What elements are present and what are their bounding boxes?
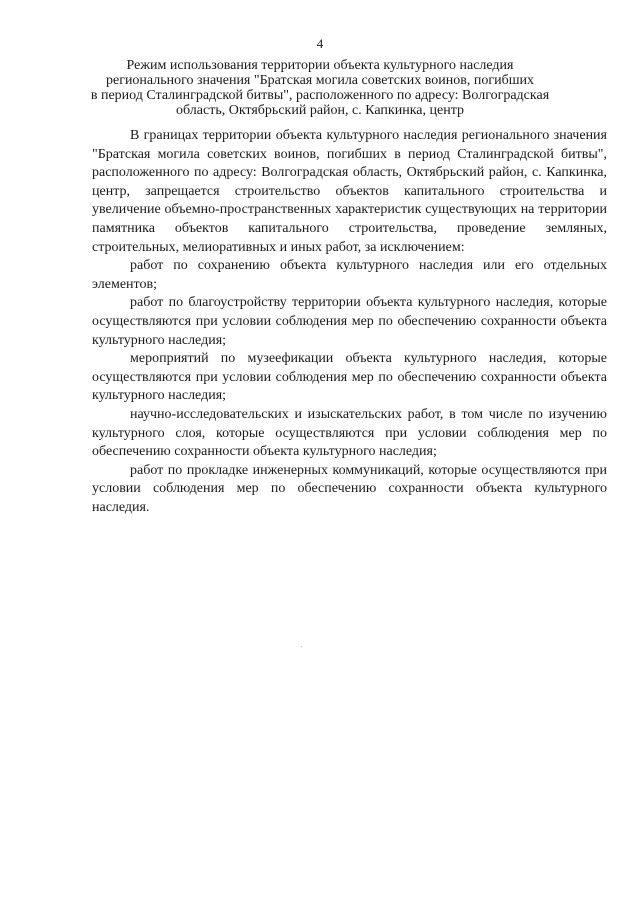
heading-line: Режим использования территории объекта культурного наследия [126, 58, 514, 73]
document-body [92, 127, 607, 517]
heading-line: в период Сталинградской битвы", расположенного по адресу: Волгоградская [90, 88, 550, 103]
paragraph-exception-research: научно-исследовательских и изыскательских работ, в том числе по изучению культурного слоя, которые осуществляются при условии соблюдения мер по обеспечению сохранности объекта культурного наследия; [92, 406, 607, 460]
paragraph-main-restriction: В границах территории объекта культурного наследия регионального значения "Братская могила советских воинов, погибших в период Сталинградской битвы", расположенного по адресу: Волгоградская область, Октябрьский район, с. Капкинка, центр, запрещается строительство объектов капитального строительства и увеличение объемно-пространственных характеристик существующих на территории памятника объектов капитального строительства, проведение земляных, строительных, мелиоративных и иных работ, за исключением: [92, 128, 607, 255]
heading-line: регионального значения "Братская могила советских воинов, погибших [105, 73, 535, 88]
page-number: 4 [316, 36, 324, 51]
paragraph-exception-preservation: работ по сохранению объекта культурного наследия или его отдельных элементов; [92, 258, 607, 292]
paragraph-exception-utilities: работ по прокладке инженерных коммуникаций, которые осуществляются при условии соблюдения мер по обеспечению сохранности объекта культурного наследия. [92, 462, 607, 515]
scan-speck [301, 646, 302, 647]
paragraph-exception-landscaping: работ по благоустройству территории объекта культурного наследия, которые осуществляются при условии соблюдения мер по обеспечению сохранности объекта культурного наследия; [92, 295, 607, 348]
paragraph-exception-museumification: мероприятий по музеефикации объекта культурного наследия, которые осуществляются при условии соблюдения мер по обеспечению сохранности объекта культурного наследия; [92, 351, 607, 404]
document-heading [90, 58, 550, 118]
heading-line: область, Октябрьский район, с. Капкинка, центр [176, 103, 464, 118]
